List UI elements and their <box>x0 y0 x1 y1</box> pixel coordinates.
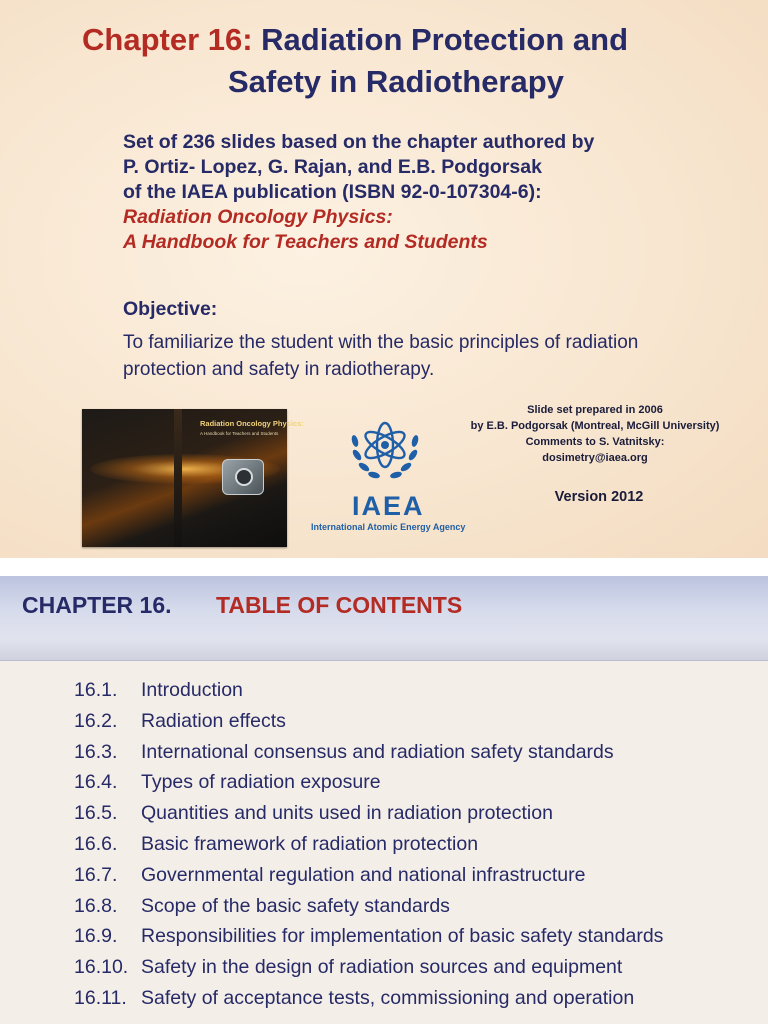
toc-item <box>0 771 768 802</box>
title-line-1 <box>82 22 628 58</box>
credits-line: by E.B. Podgorsak (Montreal, McGill University) <box>470 420 720 432</box>
toc-item <box>0 864 768 895</box>
toc-item <box>0 987 768 1018</box>
toc-item <box>0 802 768 833</box>
toc-item <box>0 710 768 741</box>
toc-item-title: Safety in the design of radiation sources and equipment <box>141 956 623 979</box>
title-line-1-text: Radiation Protection and <box>261 22 629 57</box>
toc-item-number: 16.9. <box>74 925 118 948</box>
credits-block <box>440 402 750 466</box>
objective-line: protection and safety in radiotherapy. <box>123 359 435 380</box>
table-of-contents-slide <box>0 576 768 1024</box>
toc-item-title: Introduction <box>141 679 243 701</box>
toc-item-number: 16.7. <box>74 863 118 886</box>
title-chapter-prefix: Chapter 16: <box>82 22 253 57</box>
toc-chapter-heading: CHAPTER 16. <box>22 592 172 618</box>
toc-heading: TABLE OF CONTENTS <box>216 592 463 618</box>
toc-item <box>0 956 768 987</box>
toc-item <box>0 741 768 772</box>
toc-list <box>0 679 768 1018</box>
iaea-logo-text: IAEA <box>352 491 425 521</box>
toc-item-title: Scope of the basic safety standards <box>141 894 450 917</box>
toc-item-number: 16.1. <box>74 679 118 701</box>
toc-item-title: Radiation effects <box>141 709 286 732</box>
toc-item-number: 16.8. <box>74 894 118 917</box>
book-title-line: Radiation Oncology Physics: <box>123 206 393 228</box>
toc-item-number: 16.10. <box>74 956 129 979</box>
intro-line: Set of 236 slides based on the chapter authored by <box>123 131 595 153</box>
toc-item-number: 16.3. <box>74 740 118 763</box>
intro-line: P. Ortiz- Lopez, G. Rajan, and E.B. Podgorsak <box>123 156 542 178</box>
toc-item-title: Safety of acceptance tests, commissioning and operation <box>141 986 635 1009</box>
version-label: Version 2012 <box>554 489 644 505</box>
toc-item-number: 16.11. <box>74 986 127 1009</box>
book-cover-subtitle: A Handbook for Teachers and Students <box>200 431 279 436</box>
toc-item-title: Types of radiation exposure <box>141 771 381 794</box>
toc-item-title: Governmental regulation and national infrastructure <box>141 863 586 886</box>
objective-heading: Objective: <box>123 298 218 320</box>
book-title-line: A Handbook for Teachers and Students <box>123 231 488 253</box>
objective-text <box>123 329 743 383</box>
toc-item-number: 16.2. <box>74 709 118 732</box>
objective-line: To familiarize the student with the basic principles of radiation <box>123 332 639 353</box>
contact-email: dosimetry@iaea.org <box>542 452 648 464</box>
credits-line: Slide set prepared in 2006 <box>527 404 663 416</box>
toc-item <box>0 925 768 956</box>
toc-item <box>0 679 768 710</box>
toc-item-title: Responsibilities for implementation of basic safety standards <box>141 925 664 948</box>
toc-header-banner <box>0 576 768 661</box>
toc-item <box>0 833 768 864</box>
toc-item-number: 16.4. <box>74 771 118 794</box>
toc-item <box>0 895 768 926</box>
intro-line: of the IAEA publication (ISBN 92-0-107304-6): <box>123 181 542 203</box>
toc-item-number: 16.5. <box>74 802 118 825</box>
linac-machine-illustration <box>222 459 264 495</box>
toc-item-title: International consensus and radiation safety standards <box>141 740 614 763</box>
toc-item-number: 16.6. <box>74 832 118 855</box>
toc-item-title: Quantities and units used in radiation protection <box>141 802 553 825</box>
intro-block <box>123 130 743 255</box>
title-line-2: Safety in Radiotherapy <box>228 64 564 99</box>
credits-line: Comments to S. Vatnitsky: <box>525 436 665 448</box>
book-cover-image <box>82 409 304 547</box>
iaea-full-name: International Atomic Energy Agency <box>311 522 466 532</box>
iaea-emblem-icon <box>345 411 425 491</box>
toc-item-title: Basic framework of radiation protection <box>141 832 479 855</box>
book-cover-title: Radiation Oncology Physics: <box>200 419 304 428</box>
